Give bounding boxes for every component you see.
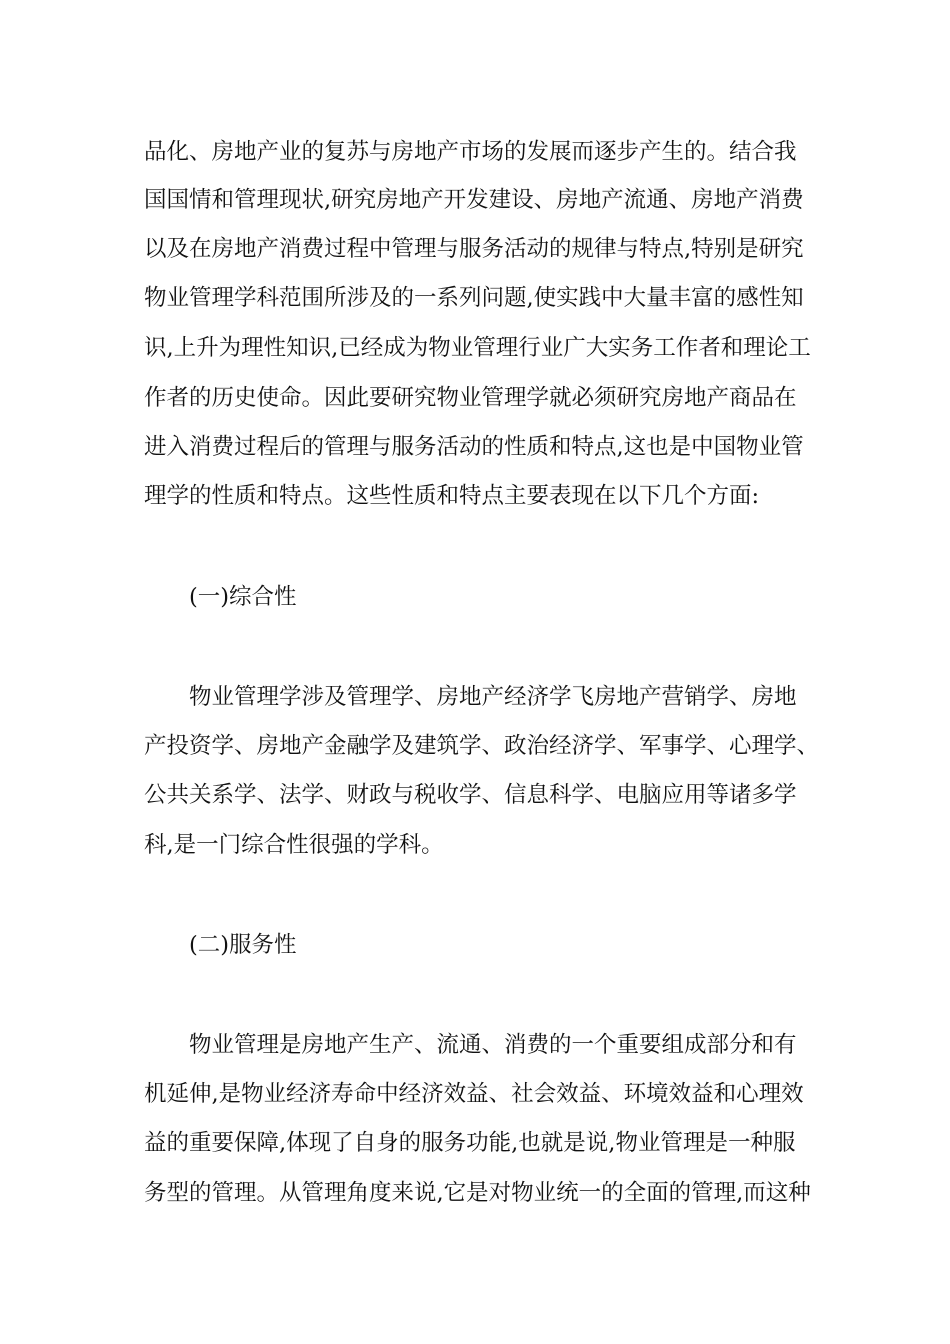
paragraph-2-line-4: 科,是一门综合性很强的学科。	[144, 832, 444, 858]
section-heading-comprehensive: (一)综合性	[189, 584, 297, 610]
paragraph-1-line-4: 物业管理学科范围所涉及的一系列问题,使实践中大量丰富的感性知	[144, 285, 804, 311]
paragraph-3-line-2: 机延伸,是物业经济寿命中经济效益、社会效益、环境效益和心理效	[144, 1081, 804, 1107]
paragraph-3-line-3: 益的重要保障,体现了自身的服务功能,也就是说,物业管理是一种服	[144, 1130, 796, 1156]
paragraph-3-line-4: 务型的管理。从管理角度来说,它是对物业统一的全面的管理,而这种	[144, 1180, 811, 1206]
paragraph-2-line-2: 产投资学、房地产金融学及建筑学、政治经济学、军事学、心理学、	[144, 733, 820, 759]
paragraph-1-line-8: 理学的性质和特点。这些性质和特点主要表现在以下几个方面:	[144, 483, 760, 509]
paragraph-2-line-1: 物业管理学涉及管理学、房地产经济学飞房地产营销学、房地	[189, 684, 797, 710]
section-heading-service: (二)服务性	[189, 932, 297, 958]
paragraph-1-line-3: 以及在房地产消费过程中管理与服务活动的规律与特点,特别是研究	[144, 236, 804, 262]
paragraph-1-line-2: 国国情和管理现状,研究房地产开发建设、房地产流通、房地产消费	[144, 187, 804, 213]
paragraph-2-line-3: 公共关系学、法学、财政与税收学、信息科学、电脑应用等诸多学	[144, 782, 797, 808]
paragraph-3-line-1: 物业管理是房地产生产、流通、消费的一个重要组成部分和有	[189, 1032, 797, 1058]
paragraph-1-line-1: 品化、房地产业的复苏与房地产市场的发展而逐步产生的。结合我	[144, 139, 797, 165]
paragraph-1-line-5: 识,上升为理性知识,已经成为物业管理行业广大实务工作者和理论工	[144, 335, 811, 361]
paragraph-1-line-7: 进入消费过程后的管理与服务活动的性质和特点,这也是中国物业管	[144, 434, 804, 460]
paragraph-1-line-6: 作者的历史使命。因此要研究物业管理学就必须研究房地产商品在	[144, 385, 797, 411]
